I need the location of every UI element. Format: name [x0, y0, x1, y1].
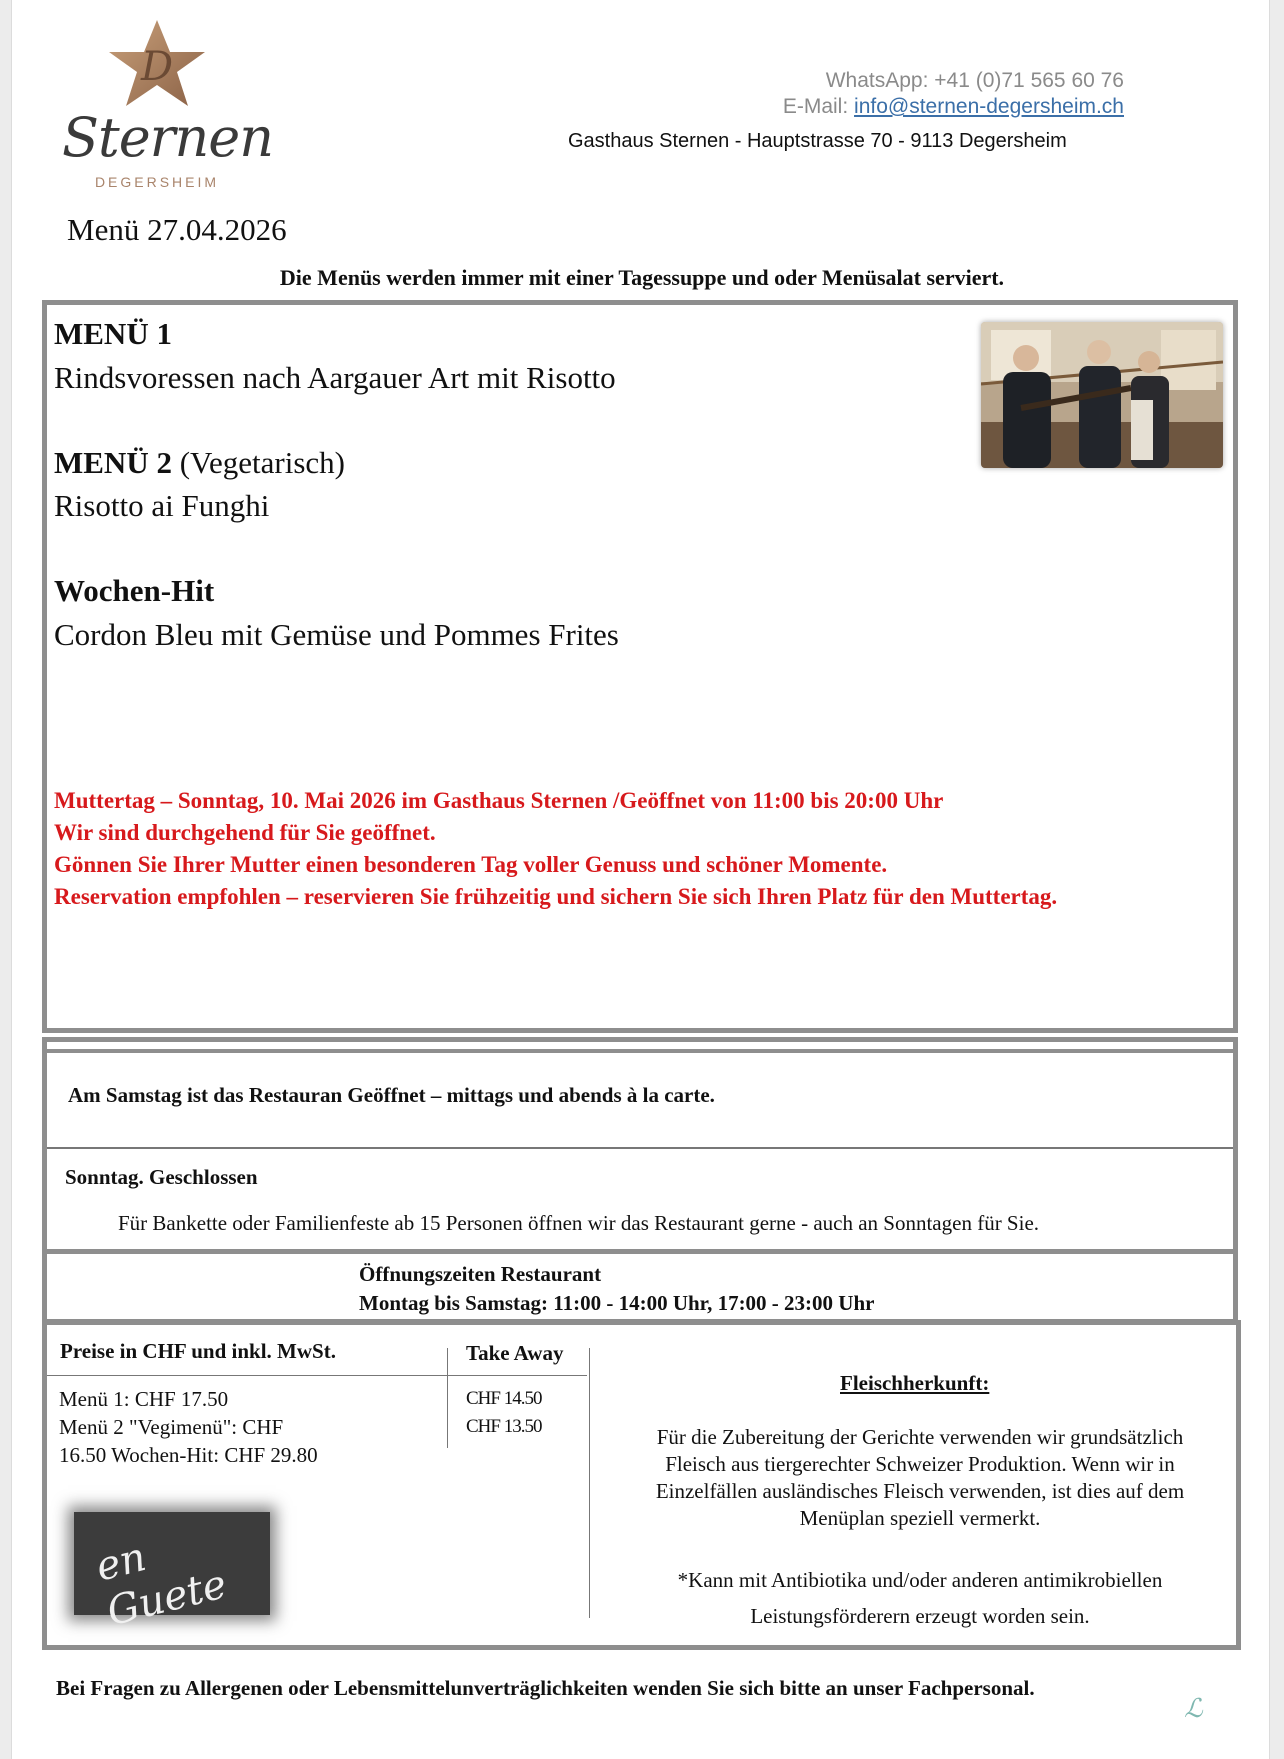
sunday-title: Sonntag. Geschlossen [65, 1165, 258, 1189]
menu-intro: Die Menüs werden immer mit einer Tagessuppe und oder Menüsalat serviert. [279, 265, 1005, 290]
team-photo [981, 322, 1223, 468]
takeaway-price-1: CHF 14.50 [466, 1388, 542, 1409]
en-guete-badge [74, 1512, 270, 1636]
table-divider [47, 1375, 587, 1376]
address: Gasthaus Sternen - Hauptstrasse 70 - 9113 Degersheim [568, 130, 1067, 152]
menu-2-title: MENÜ 2 (Vegetarisch) [54, 445, 345, 480]
hours-title: Öffnungszeiten Restaurant [359, 1262, 602, 1286]
page-edge-right [1269, 0, 1284, 1759]
contact-block [783, 68, 1124, 120]
column-divider [447, 1348, 448, 1448]
menu-1-title: MENÜ 1 [54, 316, 172, 351]
hours-text: Montag bis Samstag: 11:00 - 14:00 Uhr, 17:00 - 23:00 Uhr [359, 1291, 875, 1315]
meat-origin-note-1: *Kann mit Antibiotika und/oder anderen antimikrobiellen [677, 1568, 1163, 1592]
star-logo-icon [102, 18, 212, 108]
announcement-line-2: Wir sind durchgehend für Sie geöffnet. [54, 820, 436, 845]
corner-mark-icon: ℒ [1184, 1694, 1203, 1724]
menu-date: Menü 27.04.2026 [67, 212, 287, 247]
divider [47, 1147, 1233, 1149]
email-label: E-Mail: [782, 95, 855, 118]
price-line-3: 16.50 Wochen-Hit: CHF 29.80 [59, 1443, 318, 1467]
email-link[interactable]: info@sternen-degersheim.ch [854, 95, 1124, 118]
allergen-footer: Bei Fragen zu Allergenen oder Lebensmittelunverträglichkeiten wenden Sie sich bitte an unser Fachpersonal. [56, 1676, 1035, 1700]
section-divider-bar [42, 1037, 1238, 1049]
menu-1-dish: Rindsvoressen nach Aargauer Art mit Risotto [54, 360, 616, 395]
column-divider [589, 1348, 590, 1618]
wochen-hit-dish: Cordon Bleu mit Gemüse und Pommes Frites [54, 617, 619, 652]
announcement-line-3: Gönnen Sie Ihrer Mutter einen besonderen Tag voller Genuss und schöner Momente. [54, 852, 888, 877]
takeaway-price-2: CHF 13.50 [466, 1416, 542, 1437]
meat-origin-note-2: Leistungsförderern erzeugt worden sein. [750, 1604, 1090, 1628]
saturday-note: Am Samstag ist das Restauran Geöffnet – mittags und abends à la carte. [68, 1083, 715, 1107]
star-letter: D [140, 44, 174, 90]
takeaway-heading: Take Away [466, 1341, 564, 1365]
prices-heading: Preise in CHF und inkl. MwSt. [60, 1339, 336, 1363]
email-line [783, 94, 1124, 120]
sternen-logo [62, 18, 273, 198]
announcement-line-4: Reservation empfohlen – reservieren Sie frühzeitig und sichern Sie sich Ihren Platz für den Muttertag. [54, 884, 1058, 909]
meat-origin-text: Für die Zubereitung der Gerichte verwenden wir grundsätzlich Fleisch aus tiergerechter Schweizer Produktion. Wenn wir in Einzelfällen ausländisches Fleisch verwenden, ist dies auf dem Menüplan speziell vermerkt. [655, 1425, 1185, 1530]
menu-2-dish: Risotto ai Funghi [54, 488, 270, 523]
price-line-2: Menü 2 "Vegimenü": CHF [59, 1415, 284, 1439]
wochen-hit-title: Wochen-Hit [54, 573, 215, 608]
logo-subtitle: DEGERSHEIM [94, 174, 220, 190]
announcement-line-1: Muttertag – Sonntag, 10. Mai 2026 im Gasthaus Sternen /Geöffnet von 11:00 bis 20:00 Uhr [54, 788, 944, 813]
meat-origin-title: Fleischherkunft: [840, 1371, 990, 1395]
whatsapp-number: WhatsApp: +41 (0)71 565 60 76 [825, 69, 1124, 92]
logo-wordmark: Sternen [62, 106, 273, 169]
page-edge-left [0, 0, 12, 1759]
price-line-1: Menü 1: CHF 17.50 [59, 1387, 229, 1411]
sunday-note: Für Bankette oder Familienfeste ab 15 Personen öffnen wir das Restaurant gerne - auch an Sonntagen für Sie. [118, 1211, 1040, 1235]
en-guete-text: en Guete [91, 1533, 232, 1636]
